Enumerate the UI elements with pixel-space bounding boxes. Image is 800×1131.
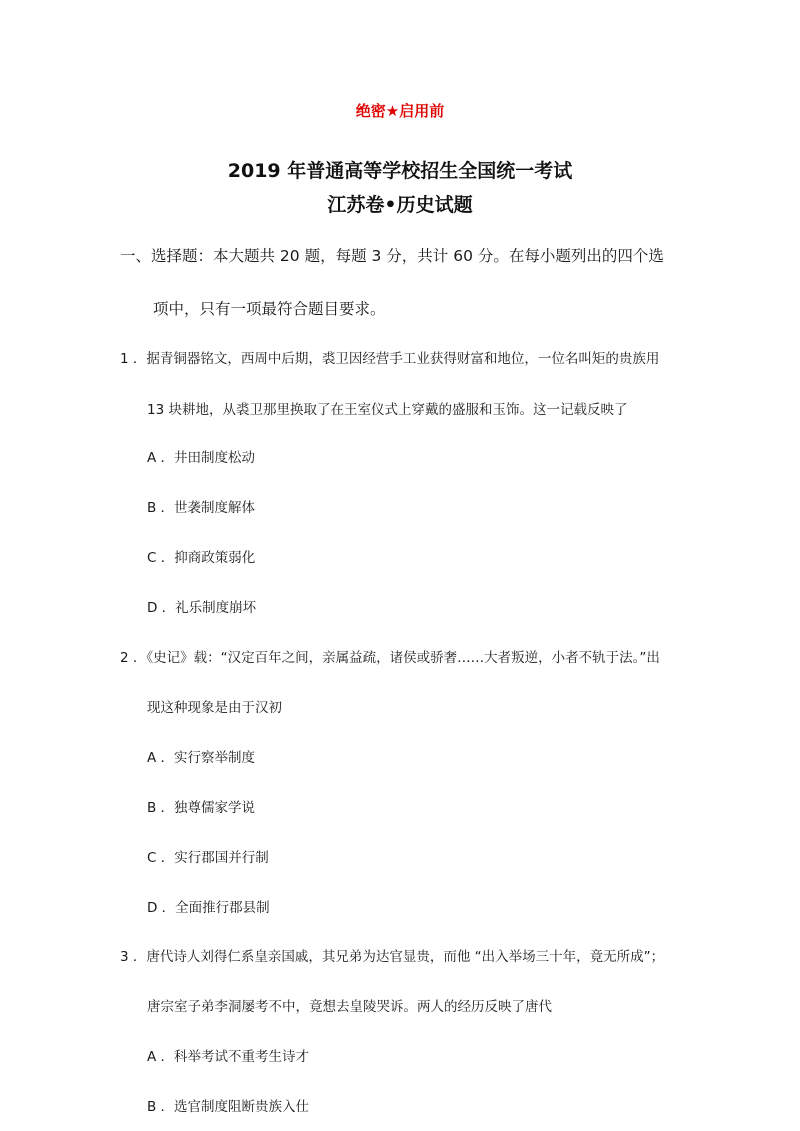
question-1-option-b: B ．世袭制度解体 (147, 500, 256, 516)
question-3-text-cont: 唐宗室子弟李洞屡考不中，竟想去皇陵哭诉。两人的经历反映了唐代 (147, 999, 552, 1015)
question-2-text: 2 ．《史记》载：“汉定百年之间，亲属益疏，诸侯或骄奢……大者叛逆，小者不轨于法。”出 (120, 650, 660, 666)
question-1-text: 1 ．据青铜器铭文，西周中后期，裘卫因经营手工业获得财富和地位，一位名叫矩的贵族用 (120, 351, 660, 367)
question-1-option-a: A ．井田制度松动 (147, 450, 256, 466)
question-3-option-b: B ．选官制度阻断贵族入仕 (147, 1099, 310, 1115)
question-2-option-a: A ．实行察举制度 (147, 750, 256, 766)
exam-title: 2019 年普通高等学校招生全国统一考试 (227, 160, 573, 182)
question-2-option-b: B ．独尊儒家学说 (147, 800, 256, 816)
question-2-text-cont: 现这种现象是由于汉初 (147, 700, 282, 716)
question-3-option-a: A ．科举考试不重考生诗才 (147, 1049, 310, 1065)
question-3-text: 3 ．唐代诗人刘得仁系皇亲国戚，其兄弟为达官显贵，而他 “出入举场三十年，竟无所成”； (120, 949, 665, 965)
question-1-text-cont: 13 块耕地，从裘卫那里换取了在王室仪式上穿戴的盛服和玉饰。这一记载反映了 (147, 402, 628, 418)
question-1-option-c: C ．抑商政策弱化 (147, 550, 256, 566)
question-2-option-c: C ．实行郡国并行制 (147, 850, 269, 866)
section-heading-line2: 项中，只有一项最符合题目要求。 (153, 300, 386, 318)
question-1-option-d: D ．礼乐制度崩坏 (147, 600, 257, 616)
exam-subtitle: 江苏卷•历史试题 (327, 194, 473, 216)
question-2-option-d: D ．全面推行郡县制 (147, 900, 270, 916)
confidential-label: 绝密★启用前 (355, 102, 445, 120)
section-heading-line1: 一、选择题：本大题共 20 题，每题 3 分，共计 60 分。在每小题列出的四个选 (120, 247, 664, 265)
